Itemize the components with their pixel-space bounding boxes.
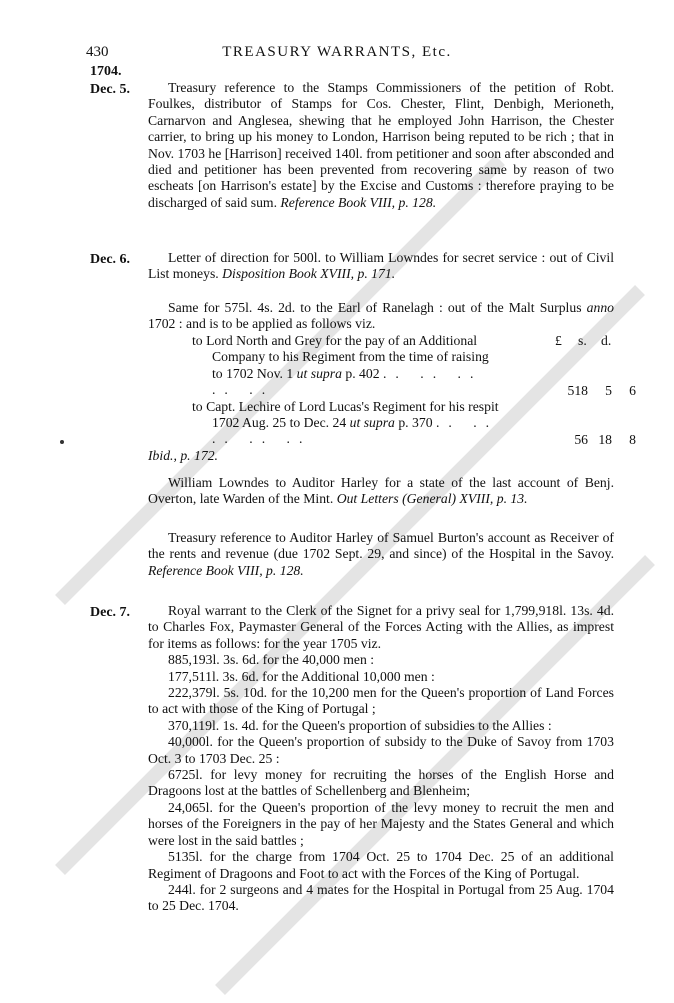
entry-date: Dec. 7.: [90, 605, 131, 620]
running-title: TREASURY WARRANTS, Etc.: [222, 44, 452, 60]
amount-pounds: 518: [567, 382, 588, 398]
entry-anno: anno: [586, 300, 614, 315]
entry-burton: [148, 530, 614, 579]
entry-foulkes: [148, 80, 614, 211]
margin-dot: [60, 440, 64, 444]
payment-ut-supra: ut supra: [296, 365, 342, 381]
payment-item: to Capt. Lechire of Lord Lucas's Regiment for his respit 1702 Aug. 25 to Dec. 24 ut supra p. 370 .. .. .. .. .. 56 18 8: [192, 398, 636, 447]
entry-lowndes-secret-service: [148, 250, 614, 283]
payment-list: [192, 333, 636, 448]
item-line: 6725l. for levy money for recruiting the horses of the English Horse and Dragoons lost at the battles of Schellenberg and Blenheim;: [148, 767, 614, 799]
payment-text: to Capt. Lechire of Lord Lucas's Regiment for his respit 1702 Aug. 25 to Dec. 24: [192, 398, 499, 431]
pounds-label: £: [555, 333, 562, 348]
shillings-label: s.: [578, 333, 587, 348]
payment-amount: 56 18 8: [574, 431, 636, 447]
item-line: 885,193l. 3s. 6d. for the 40,000 men :: [168, 652, 375, 668]
entry-text-continued: 1702 : and is to be applied as follows viz.: [148, 316, 376, 332]
item-line: 244l. for 2 surgeons and 4 mates for the Hospital in Portugal from 25 Aug. 1704 to 25 Dec. 1704.: [148, 881, 614, 914]
entry-text: Treasury reference to the Stamps Commissioners of the petition of Robt. Foulkes, distributor of Stamps for Cos. Chester, Flint, Denbigh, Merioneth, Carnarvon and Anglesea, shewing that he employed John Harrison, the Chester carrier, to bring up his money to London, Harrison being reputed to be rich ; that in Nov. 1703 he [Harrison] received 140l. from petitioner and soon after absconded and died and petitioner has been prevented from recovering same by reason of two escheats [on Harrison's estate] by the Excise and Customs : therefore praying to be discharged of said sum.: [148, 80, 614, 210]
page-number: 430: [86, 44, 109, 60]
entry-text: Letter of direction for 500l. to William Lowndes for secret service : out of Civil List moneys.: [148, 250, 614, 282]
payment-page: p. 370: [398, 415, 433, 431]
running-header: [0, 44, 674, 64]
payment-text: to Lord North and Grey for the pay of an Additional Company to his Regiment from the time of raising to 1702 Nov. 1: [192, 333, 489, 381]
entry-text: Treasury reference to Auditor Harley of Samuel Burton's account as Receiver of the rents and revenue (due 1702 Sept. 29, and since) of the Hospital in the Savoy.: [148, 530, 614, 562]
item-line: 24,065l. for the Queen's proportion of the levy money to recruit the men and horses of the Foreigners in the pay of her Majesty and the States General and which were lost in the said battles ;: [148, 799, 614, 848]
entry-reference: Disposition Book XVIII, p. 171.: [222, 266, 396, 282]
payment-page: p. 402: [345, 365, 380, 381]
entry-reference: Reference Book VIII, p. 128.: [280, 194, 437, 210]
item-line: 177,511l. 3s. 6d. for the Additional 10,000 men :: [168, 668, 435, 684]
pence-label: d.: [601, 333, 612, 348]
entry-privy-seal: [148, 603, 614, 915]
payment-item: to Lord North and Grey for the pay of an Additional Company to his Regiment from the time of raising to 1702 Nov. 1 ut supra p. 402 .. .. .. .. .. 518 5 6: [192, 333, 636, 398]
ibid-reference: Ibid., p. 172.: [148, 448, 218, 463]
entry-overton: [148, 475, 614, 508]
payment-ut-supra: ut supra: [349, 415, 395, 431]
entry-text: Royal warrant to the Clerk of the Signet for a privy seal for 1,799,918l. 13s. 4d. to Charles Fox, Paymaster General of the Forces Acting with the Allies, as imprest for items as follows: for the year 1705 viz.: [148, 603, 614, 651]
entry-text: Same for 575l. 4s. 2d. to the Earl of Ranelagh : out of the Malt Surplus: [168, 300, 582, 315]
item-line: 40,000l. for the Queen's proportion of subsidy to the Duke of Savoy from 1703 Oct. 3 to 1703 Dec. 25 :: [148, 734, 614, 766]
entry-date: Dec. 6.: [90, 252, 131, 267]
payment-amount: 518 5 6: [567, 382, 636, 398]
entry-reference: Out Letters (General) XVIII, p. 13.: [336, 491, 528, 507]
entry-date: Dec. 5.: [90, 82, 131, 97]
entry-reference: Reference Book VIII, p. 128.: [148, 562, 304, 578]
item-line: 370,119l. 1s. 4d. for the Queen's proportion of subsidies to the Allies :: [168, 717, 552, 733]
item-line: 222,379l. 5s. 10d. for the 10,200 men for the Queen's proportion of Land Forces to act with those of the King of Portugal ;: [148, 685, 614, 717]
entry-text: William Lowndes to Auditor Harley for a state of the last account of Benj. Overton, late Warden of the Mint.: [148, 475, 614, 507]
item-line: 5135l. for the charge from 1704 Oct. 25 to 1704 Dec. 25 of an additional Regiment of Dragoons and Foot to act with the Forces of the King of Portugal.: [148, 849, 614, 881]
year-label: 1704.: [90, 64, 122, 79]
entry-ranelagh: [148, 300, 614, 333]
